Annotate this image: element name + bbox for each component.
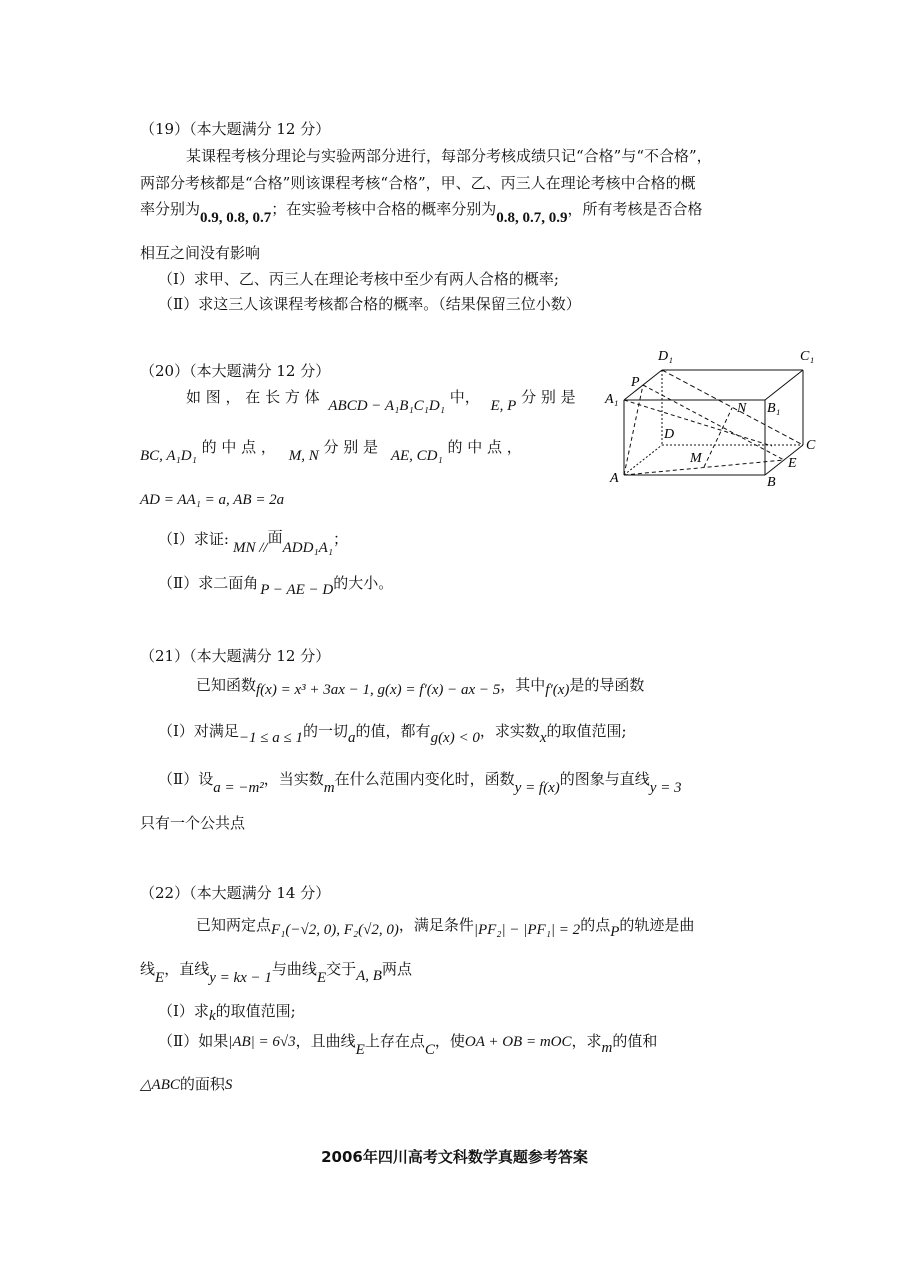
q21-heading: （21）（本大题满分 12 分） — [140, 647, 331, 665]
q21-var-m: m — [323, 780, 335, 796]
q20-text: 分 别 是 — [323, 438, 379, 456]
q22-part1 — [158, 1000, 296, 1023]
q22-line-eq: y = kx − 1 — [209, 970, 272, 986]
q19-text-line2: 两部分考核都是“合格”则该课程考核“合格”，甲、乙、丙三人在理论考核中合格的概 — [140, 174, 696, 192]
q20-text: 的 中 点 ， — [447, 438, 522, 456]
q22-var-S: S — [224, 1077, 233, 1093]
q19-text: ；在实验考核中合格的概率分别为 — [271, 200, 497, 218]
q19-lab-probs: 0.8, 0.7, 0.9 — [496, 210, 568, 226]
q20-text: 如 图 ， 在 长 方 体 — [186, 388, 320, 406]
q20-part2 — [158, 572, 394, 598]
q21-g-condition: g(x) < 0 — [430, 730, 480, 746]
q21-var-x: x — [539, 730, 547, 746]
q21-part2-cont: 只有一个公共点 — [140, 814, 246, 832]
q22-text: 两点 — [381, 960, 412, 978]
q21-text: 的图象与直线 — [559, 770, 650, 788]
q20-segments: AE, CD₁ — [390, 448, 443, 464]
q22-text: 已知两定点 — [196, 916, 272, 934]
q19-text: 率分别为 — [140, 200, 201, 218]
q22-point-P: P — [610, 924, 620, 940]
answer-title: 2006年四川高考文科数学真题参考答案 — [321, 1148, 588, 1166]
q22-text: ，求 — [571, 1032, 602, 1050]
label-P: P — [631, 375, 640, 390]
label-D: D — [664, 427, 675, 442]
edge-hidden — [624, 445, 662, 475]
q21-a-range: −1 ≤ a ≤ 1 — [238, 730, 304, 746]
q19-theory-probs: 0.9, 0.8, 0.7 — [200, 210, 272, 226]
edge — [765, 445, 803, 475]
q22-text: 与曲线 — [271, 960, 317, 978]
q21-text: （Ⅱ）设 — [158, 770, 214, 788]
q22-heading: （22）（本大题满分 14 分） — [140, 884, 331, 902]
q22-text: ，且曲线 — [295, 1032, 356, 1050]
q22-part2 — [158, 1030, 658, 1058]
q20-text: 中， — [449, 388, 480, 406]
q19-text-line1: 某课程考核分理论与实验两部分进行，每部分考核成绩只记“合格”与“不合格”， — [186, 147, 712, 165]
q22-text-line2 — [140, 958, 412, 986]
q22-text-line1 — [196, 914, 695, 940]
q22-text: ，满足条件 — [398, 916, 474, 934]
q20-text: 面 — [267, 528, 283, 546]
q22-var-m: m — [601, 1040, 613, 1056]
q20-text-line2 — [140, 436, 522, 464]
q20-text: 的大小。 — [333, 574, 394, 592]
q22-text: 的取值范围; — [215, 1002, 296, 1020]
q19-text: ，所有考核是否合格 — [567, 200, 703, 218]
label-E: E — [788, 456, 797, 471]
segment-AE — [624, 460, 784, 475]
q21-functions: f(x) = x³ + 3ax − 1, g(x) = f′(x) − ax − 5 — [256, 682, 501, 698]
q21-text: 的取值范围; — [546, 722, 627, 740]
segment-AP — [624, 385, 643, 475]
q20-text-line1 — [186, 386, 576, 414]
q20-points-MN: M, N — [288, 448, 319, 464]
q21-derivative: f′(x) — [545, 682, 570, 698]
q20-text-line3 — [140, 488, 284, 511]
q19-text-line3 — [140, 198, 703, 226]
label-C1: C₁ — [800, 349, 815, 364]
q21-text: ，其中 — [500, 676, 546, 694]
q21-text: 的值，都有 — [355, 722, 431, 740]
q20-mn-parallel: MN // — [232, 540, 268, 556]
q19-text-line4: 相互之间没有影响 — [140, 244, 261, 262]
q20-edges: BC, A₁D₁ — [140, 448, 197, 464]
q19-part2: （Ⅱ）求这三人该课程考核都合格的概率。（结果保留三位小数） — [158, 295, 581, 313]
q20-text: ； — [333, 530, 349, 548]
q19-part1: （Ⅰ）求甲、乙、丙三人在理论考核中至少有两人合格的概率; — [158, 270, 559, 288]
label-M: M — [690, 451, 702, 466]
label-C: C — [806, 438, 816, 453]
q22-ab-length: |AB| = 6√3 — [228, 1034, 296, 1050]
label-A: A — [610, 471, 619, 486]
q21-var-a: a — [348, 730, 356, 746]
segment-MN — [704, 408, 732, 467]
q22-text: ，使 — [434, 1032, 465, 1050]
label-N: N — [737, 401, 747, 416]
label-B: B — [767, 475, 776, 490]
q21-a-def: a = −m² — [213, 780, 264, 796]
q22-curve-E: E — [355, 1042, 365, 1058]
q22-condition: |PF₂| − |PF₁| = 2 — [473, 922, 581, 938]
segment-PE — [643, 385, 784, 460]
q20-dihedral: P − AE − D — [260, 582, 334, 598]
q21-text: ，当实数 — [263, 770, 324, 788]
q21-text: （Ⅰ）对满足 — [158, 722, 239, 740]
q22-text: 的轨迹是曲 — [619, 916, 695, 934]
q22-part2-cont — [140, 1073, 232, 1096]
q21-text: 的一切 — [303, 722, 349, 740]
q22-triangle: △ABC — [140, 1077, 180, 1093]
label-B1: B₁ — [767, 401, 781, 416]
q22-point-C: C — [424, 1042, 435, 1058]
edge — [765, 370, 803, 400]
q22-text: 上存在点 — [364, 1032, 425, 1050]
q20-text: 的 中 点 ， — [201, 438, 276, 456]
q20-text: （Ⅰ）求证: — [158, 530, 229, 548]
q22-text: （Ⅱ）如果 — [158, 1032, 229, 1050]
q21-part2 — [158, 768, 682, 796]
q22-text: 的面积 — [179, 1075, 225, 1093]
q22-var-k: k — [208, 1008, 216, 1024]
q22-text: ，直线 — [164, 960, 210, 978]
label-A1: A₁ — [605, 392, 619, 407]
q22-text: 的值和 — [612, 1032, 658, 1050]
q20-heading: （20）（本大题满分 12 分） — [140, 362, 331, 380]
q20-text: （Ⅱ）求二面角 — [158, 574, 259, 592]
q20-points-EP: E, P — [490, 398, 517, 414]
q21-text: 在什么范围内变化时，函数 — [334, 770, 515, 788]
q21-part1 — [158, 720, 627, 746]
q22-curve-E: E — [316, 970, 327, 986]
q20-part1 — [158, 528, 349, 556]
q21-text: 是的导函数 — [569, 676, 645, 694]
cuboid-figure — [600, 340, 840, 490]
q22-vector-eq: OA + OB = mOC — [464, 1034, 572, 1050]
q20-plane: ADD₁A₁ — [282, 540, 334, 556]
q20-text: 分 别 是 — [521, 388, 576, 406]
q20-lengths: AD = AA₁ = a, AB = 2a — [140, 492, 285, 508]
q22-curve-E: E — [155, 970, 165, 986]
q21-text-line1 — [196, 674, 644, 697]
q22-text: 交于 — [326, 960, 357, 978]
label-D1: D₁ — [658, 349, 673, 364]
q21-y-line: y = 3 — [649, 780, 682, 796]
q19-heading: （19）（本大题满分 12 分） — [140, 120, 331, 138]
q20-solid-name: ABCD − A₁B₁C₁D₁ — [328, 398, 445, 414]
q21-y-fx: y = f(x) — [514, 780, 560, 796]
q22-text: （Ⅰ）求 — [158, 1002, 209, 1020]
q22-points-AB: A, B — [356, 968, 382, 984]
q22-foci: F₁(−√2, 0), F₂(√2, 0) — [271, 922, 399, 938]
q22-text: 线 — [140, 960, 156, 978]
q21-text: ，求实数 — [479, 722, 540, 740]
q22-text: 的点 — [580, 916, 611, 934]
q21-text: 已知函数 — [196, 676, 257, 694]
segment-A1C — [624, 400, 772, 446]
